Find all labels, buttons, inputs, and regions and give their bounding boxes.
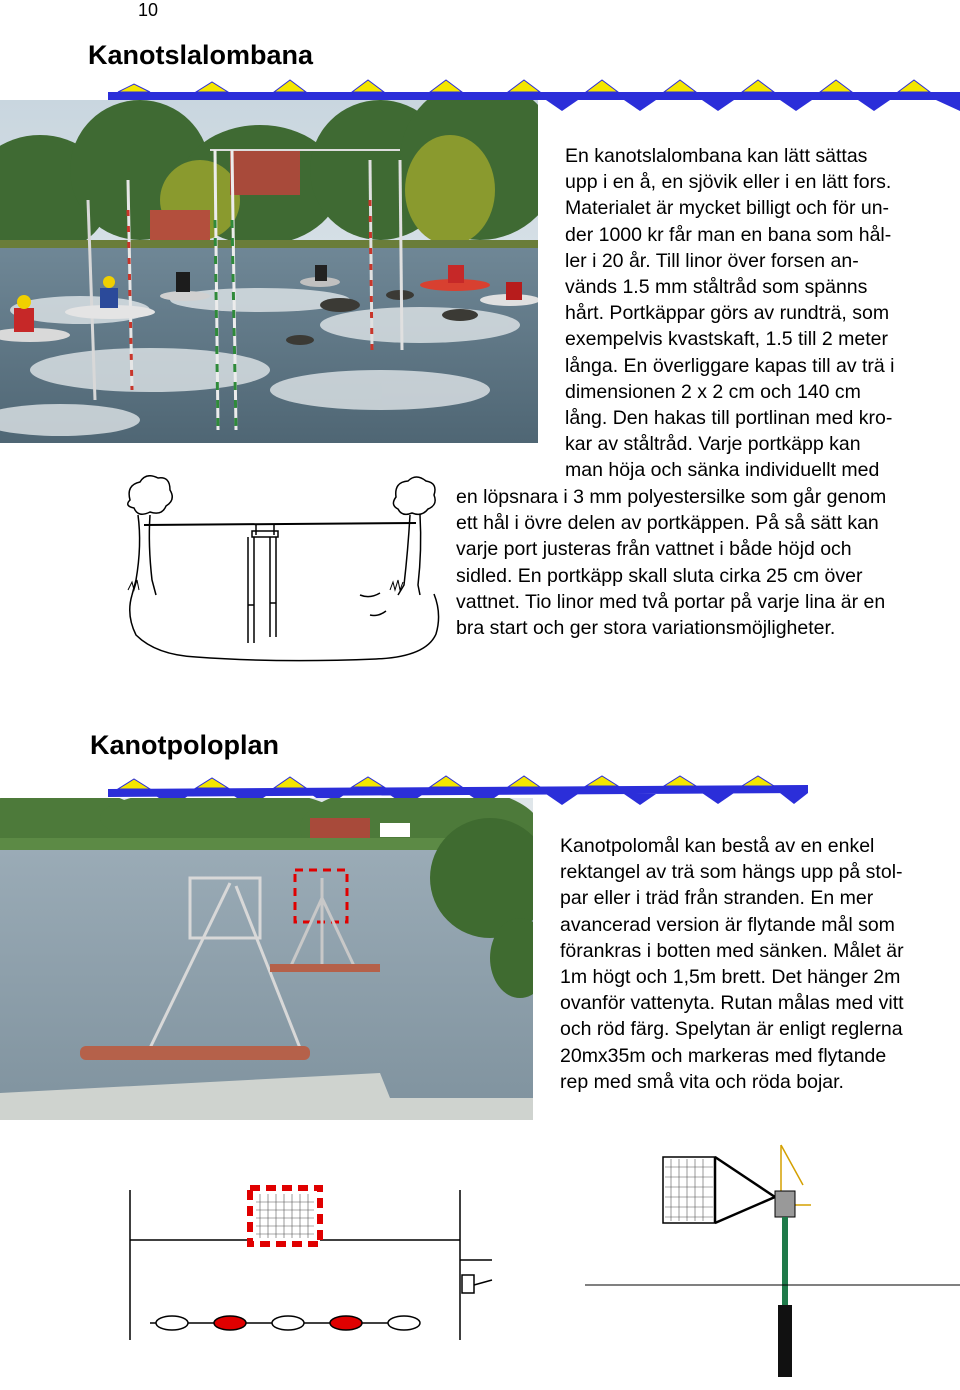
text-line: man höja och sänka individuellt med xyxy=(565,459,880,482)
text-line: En kanotslalombana kan lätt sättas xyxy=(565,145,868,167)
polo-description xyxy=(560,833,960,1095)
text-line: der 1000 kr får man en bana som hål- xyxy=(565,223,892,246)
text-line: varje port justeras från vattnet i både höjd och xyxy=(456,538,852,561)
text-line: ovanför vattenyta. Rutan målas med vitt xyxy=(560,992,904,1015)
text-line: ler i 20 år. Till linor över forsen an- xyxy=(565,249,859,272)
text-line: förankras i botten med sänken. Målet är xyxy=(560,939,904,962)
section-heading-slalom: Kanotslalombana xyxy=(88,40,314,70)
text-line: vänds 1.5 mm ståltråd som spänns xyxy=(565,276,868,299)
text-line: 1m högt och 1,5m brett. Det hänger 2m xyxy=(560,966,901,989)
text-line: Kanotpolomål kan bestå av en enkel xyxy=(560,835,875,857)
text-line: par eller i träd från stranden. En mer xyxy=(560,887,874,910)
section-heading-polo: Kanotpoloplan xyxy=(90,730,279,760)
slalom-description-wide xyxy=(456,484,960,641)
slalom-photo xyxy=(0,100,538,443)
text-line: en löpsnara i 3 mm polyestersilke som går genom xyxy=(456,486,887,508)
text-line: sidled. En portkäpp skall sluta cirka 25 cm över xyxy=(456,564,863,587)
text-line: långa. En överliggare kapas till av trä i xyxy=(565,354,895,377)
text-line: ett hål i övre delen av portkäppen. På så sätt kan xyxy=(456,512,879,535)
text-line: Materialet är mycket billigt och för un- xyxy=(565,197,890,220)
text-line: avancerad version är flytande mål som xyxy=(560,913,895,936)
text-line: 20mx35m och markeras med flytande xyxy=(560,1044,887,1067)
text-line: rektangel av trä som hängs upp på stol- xyxy=(560,861,903,884)
slalom-gate-sketch xyxy=(120,475,445,675)
text-line: kar av ståltråd. Varje portkäpp kan xyxy=(565,433,861,456)
text-line: rep med små vita och röda bojar. xyxy=(560,1070,844,1093)
text-line: upp i en å, en sjövik eller i en lätt fors. xyxy=(565,171,892,194)
text-line: bra start och ger stora variationsmöjligheter. xyxy=(456,617,836,640)
text-line: och röd färg. Spelytan är enligt reglerna xyxy=(560,1018,903,1041)
polo-photo xyxy=(0,798,533,1120)
text-line: exempelvis kvastskaft, 1.5 till 2 meter xyxy=(565,328,888,351)
text-line: vattnet. Tio linor med två portar på varje lina är en xyxy=(456,590,886,613)
text-line: hårt. Portkäppar görs av rundträ, som xyxy=(565,302,890,325)
page-number: 10 xyxy=(138,0,159,20)
polo-goal-diagram-front xyxy=(120,1180,500,1350)
polo-goal-diagram-side xyxy=(585,1135,960,1380)
text-line: dimensionen 2 x 2 cm och 140 cm xyxy=(565,380,861,403)
text-line: lång. Den hakas till portlinan med kro- xyxy=(565,407,893,430)
slalom-description-narrow xyxy=(565,143,960,484)
